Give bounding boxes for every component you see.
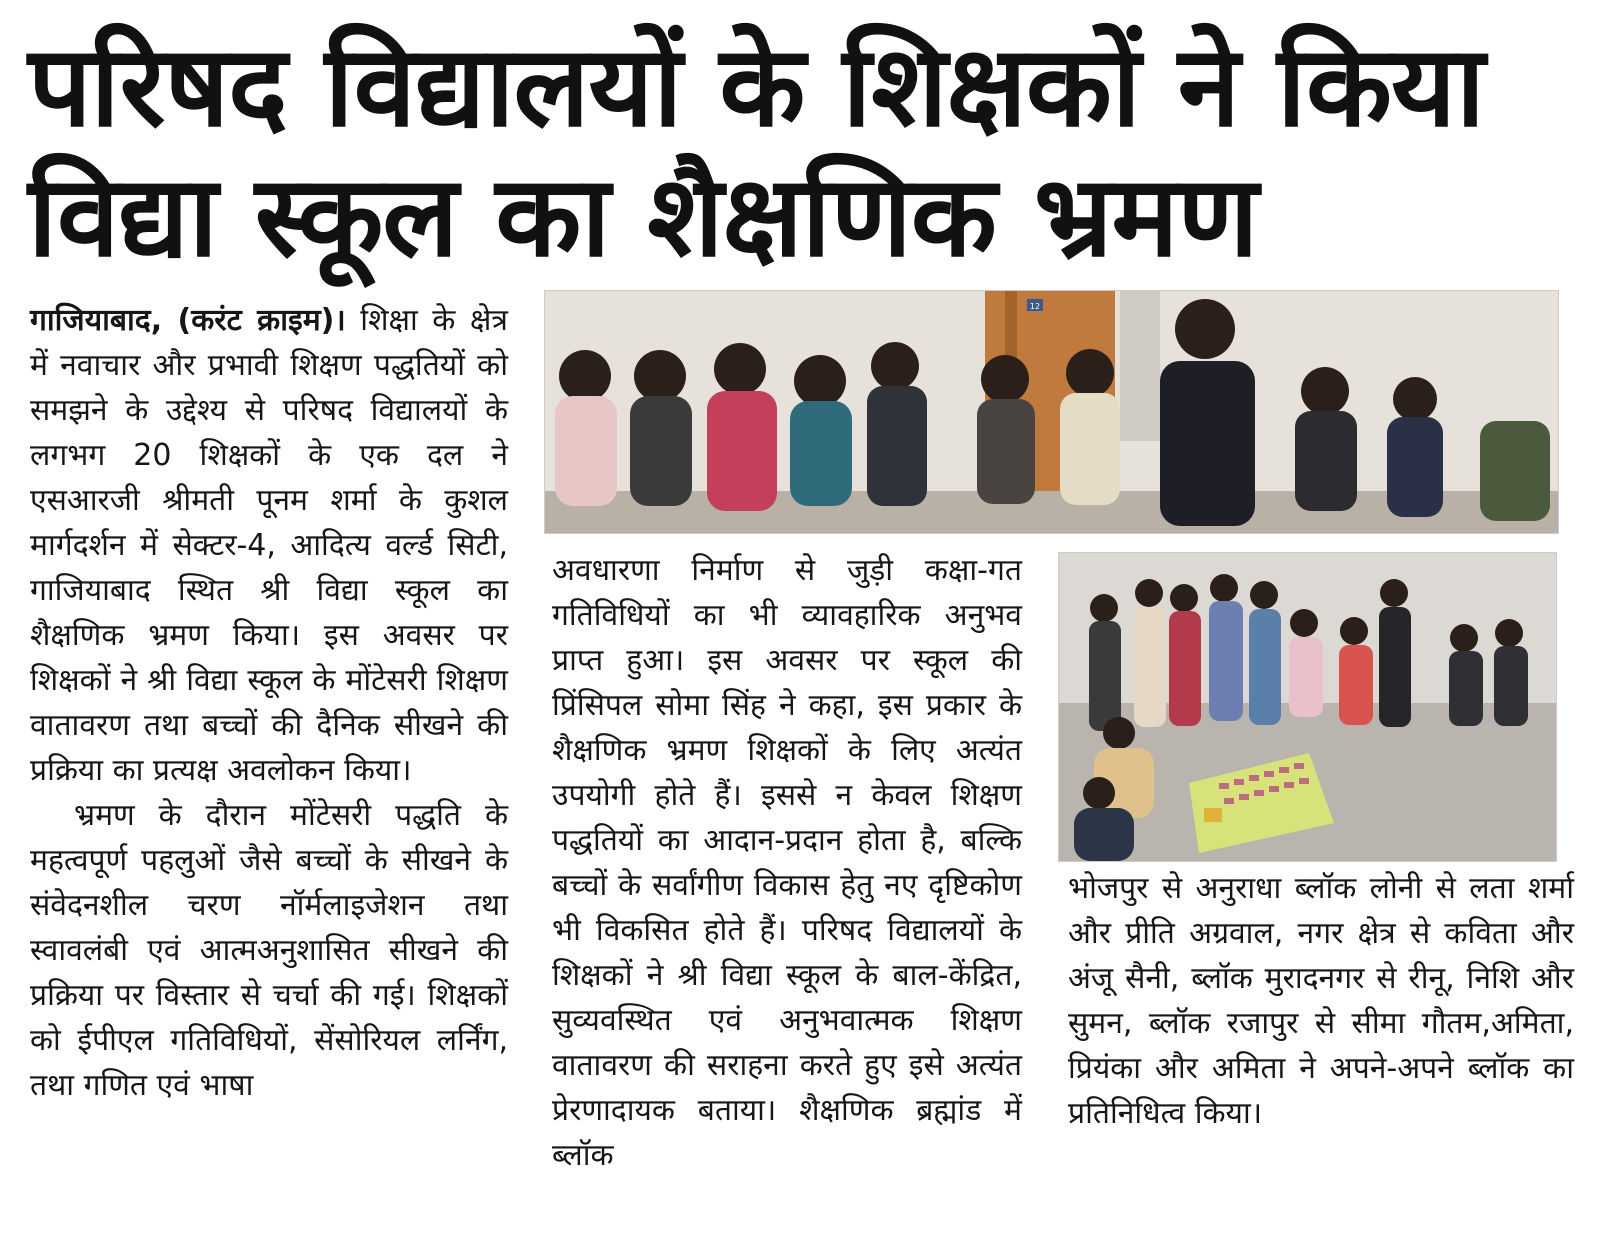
bead-material	[1204, 808, 1222, 822]
column2-paragraph-1: अवधारणा निर्माण से जुड़ी कक्षा-गत गतिविधियों का भी व्यावहारिक अनुभव प्राप्त हुआ। इस अवसर पर स्कूल की प्रिंसिपल सोमा सिंह ने कहा, इस प्रकार के शैक्षणिक भ्रमण शिक्षकों के लिए अत्यंत उपयोगी होते हैं। इससे न केवल शिक्षण पद्धतियों का आदान-प्रदान होता है, बल्कि बच्चों के सर्वांगीण विकास हेतु नए दृष्टिकोण भी विकसित होते हैं। परिषद विद्यालयों के शिक्षकों ने श्री विद्या स्कूल के बाल-केंद्रित, सुव्यवस्थित एवं अनुभवात्मक शिक्षण वातावरण की सराहना करते हुए इसे अत्यंत प्रेरणादायक बताया। शैक्षणिक ब्रह्मांड में ब्लॉक	[552, 553, 1022, 1173]
dateline: गाजियाबाद, (करंट क्राइम)।	[30, 303, 346, 338]
column3-paragraph-1: भोजपुर से अनुराधा ब्लॉक लोनी से लता शर्मा और प्रीति अग्रवाल, नगर क्षेत्र से कविता और अंजू सैनी, ब्लॉक मुरादनगर से रीनू, निशि और सुमन, ब्लॉक रजापुर से सीमा गौतम,अमिता, प्रियंका और अमिता ने अपने-अपने ब्लॉक का प्रतिनिधित्व किया।	[1068, 871, 1574, 1131]
room-number-sign: 12	[1029, 302, 1041, 311]
column1-paragraph-1-text: शिक्षा के क्षेत्र में नवाचार और प्रभावी शिक्षण पद्धतियों को समझने के उद्देश्य से परिषद विद्यालयों के लगभग 20 शिक्षकों के एक दल ने एसआरजी श्रीमती पूनम शर्मा के कुशल मार्गदर्शन में सेक्टर-4, आदित्य वर्ल्ड सिटी, गाजियाबाद स्थित श्री विद्या स्कूल का शैक्षणिक भ्रमण किया। इस अवसर पर शिक्षकों ने श्री विद्या स्कूल के मोंटेसरी शिक्षण वातावरण तथा बच्चों की दैनिक सीखने की प्रक्रिया का प्रत्यक्ष अवलोकन किया।	[30, 303, 508, 788]
article-column-1	[30, 298, 508, 1108]
photo-montessori-activity-illustration	[1059, 553, 1556, 861]
article-column-2	[552, 548, 1022, 1178]
photo-teachers-seated-illustration	[545, 291, 1558, 533]
headline-line-2: विद्या स्कूल का शैक्षणिक भ्रमण	[28, 152, 1258, 282]
photo-teachers-seated	[544, 290, 1559, 534]
headline-line-1: परिषद विद्यालयों के शिक्षकों ने किया	[28, 22, 1485, 152]
photo-montessori-activity	[1058, 552, 1557, 862]
column1-paragraph-2: भ्रमण के दौरान मोंटेसरी पद्धति के महत्वपूर्ण पहलुओं जैसे बच्चों के सीखने के संवेदनशील चरण नॉर्मलाइजेशन तथा स्वावलंबी एवं आत्मअनुशासित सीखने की प्रक्रिया पर विस्तार से चर्चा की गई। शिक्षकों को ईपीएल गतिविधियों, सेंसोरियल लर्निंग, तथा गणित एवं भाषा	[30, 798, 509, 1103]
article-column-3	[1068, 866, 1574, 1136]
column1-paragraph-1	[30, 298, 508, 793]
